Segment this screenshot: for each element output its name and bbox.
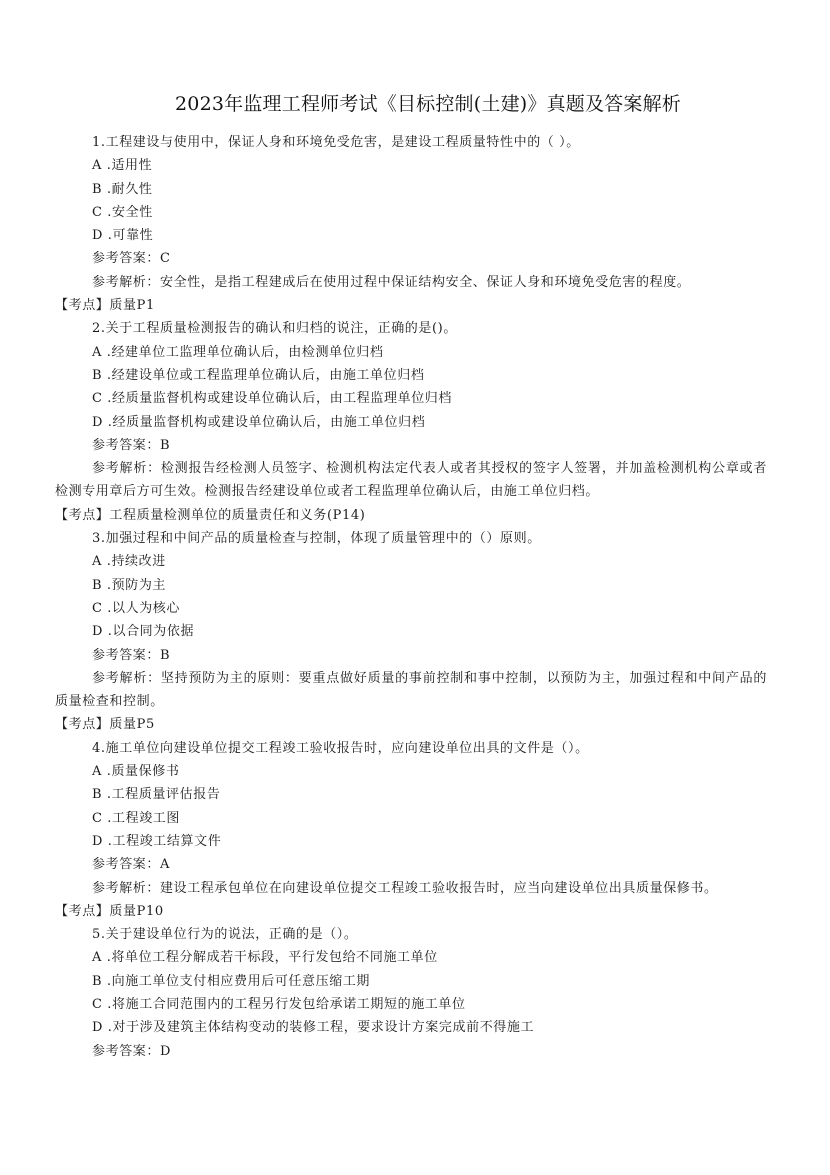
question-4 bbox=[55, 737, 767, 923]
document-title: 2023年监理工程师考试《目标控制(土建)》真题及答案解析 bbox=[175, 93, 681, 115]
option-d: D .可靠性 bbox=[92, 228, 154, 244]
exam-point: 【考点】质量P10 bbox=[55, 903, 164, 919]
exam-point: 【考点】质量P5 bbox=[55, 717, 155, 733]
question-3 bbox=[55, 527, 767, 737]
option-b: B .工程质量评估报告 bbox=[92, 787, 221, 803]
reference-answer: 参考答案：B bbox=[92, 437, 171, 453]
reference-analysis: 参考解析：建设工程承包单位在向建设单位提交工程竣工验收报告时，应当向建设单位出具质量保修书。 bbox=[92, 880, 718, 896]
exam-point: 【考点】工程质量检测单位的质量责任和义务(P14) bbox=[55, 507, 366, 523]
question-5 bbox=[55, 923, 767, 1063]
reference-answer: 参考答案：A bbox=[92, 857, 170, 873]
option-b: B .预防为主 bbox=[92, 577, 167, 593]
question-1 bbox=[55, 131, 767, 317]
reference-answer: 参考答案：D bbox=[92, 1043, 172, 1059]
option-d: D .以合同为依据 bbox=[92, 624, 195, 640]
question-stem: 4.施工单位向建设单位提交工程竣工验收报告时，应向建设单位出具的文件是（）。 bbox=[92, 740, 589, 756]
option-d: D .工程竣工结算文件 bbox=[92, 833, 222, 849]
reference-analysis: 参考解析：坚持预防为主的原则：要重点做好质量的事前控制和事中控制，以预防为主，加强过程和中间产品的质量检查和控制。 bbox=[55, 670, 767, 710]
option-c: C .经质量监督机构或建设单位确认后，由工程监理单位归档 bbox=[92, 391, 453, 407]
question-stem: 1.工程建设与使用中，保证人身和环境免受危害，是建设工程质量特性中的（ ）。 bbox=[92, 135, 580, 150]
option-c: C .以人为核心 bbox=[92, 600, 181, 616]
option-d: D .经质量监督机构或建设单位确认后，由施工单位归档 bbox=[92, 414, 426, 430]
option-a: A .质量保修书 bbox=[92, 764, 180, 780]
option-a: A .适用性 bbox=[92, 158, 153, 174]
document-body bbox=[55, 131, 767, 1063]
option-c: C .安全性 bbox=[92, 204, 153, 220]
reference-answer: 参考答案：C bbox=[92, 251, 171, 267]
reference-analysis: 参考解析：安全性，是指工程建成后在使用过程中保证结构安全、保证人身和环境免受危害的程度。 bbox=[92, 274, 691, 290]
option-b: B .经建设单位或工程监理单位确认后，由施工单位归档 bbox=[92, 367, 425, 383]
reference-answer: 参考答案：B bbox=[92, 647, 171, 663]
question-stem: 2.关于工程质量检测报告的确认和归档的说注，正确的是()。 bbox=[92, 321, 457, 337]
option-a: A .经建单位工监理单位确认后，由检测单位归档 bbox=[92, 344, 384, 360]
option-a: A .将单位工程分解成若干标段，平行发包给不同施工单位 bbox=[92, 950, 438, 966]
option-b: B .耐久性 bbox=[92, 181, 153, 197]
option-a: A .持续改进 bbox=[92, 554, 166, 570]
option-c: C .工程竣工图 bbox=[92, 810, 181, 826]
reference-analysis: 参考解析：检测报告经检测人员签字、检测机构法定代表人或者其授权的签字人签署，并加盖检测机构公章或者检测专用章后方可生效。检测报告经建设单位或者工程监理单位确认后，由施工单位归档。 bbox=[55, 461, 767, 500]
exam-point: 【考点】质量P1 bbox=[55, 298, 155, 314]
option-d: D .对于涉及建筑主体结构变动的装修工程，要求设计方案完成前不得施工 bbox=[92, 1020, 535, 1036]
option-c: C .将施工合同范围内的工程另行发包给承诺工期短的施工单位 bbox=[92, 996, 466, 1012]
option-b: B .向施工单位支付相应费用后可任意压缩工期 bbox=[92, 973, 371, 989]
question-stem: 5.关于建设单位行为的说法，正确的是（）。 bbox=[92, 927, 358, 943]
question-2 bbox=[55, 317, 767, 527]
question-stem: 3.加强过程和中间产品的质量检查与控制，体现了质量管理中的（）原则。 bbox=[92, 531, 541, 547]
